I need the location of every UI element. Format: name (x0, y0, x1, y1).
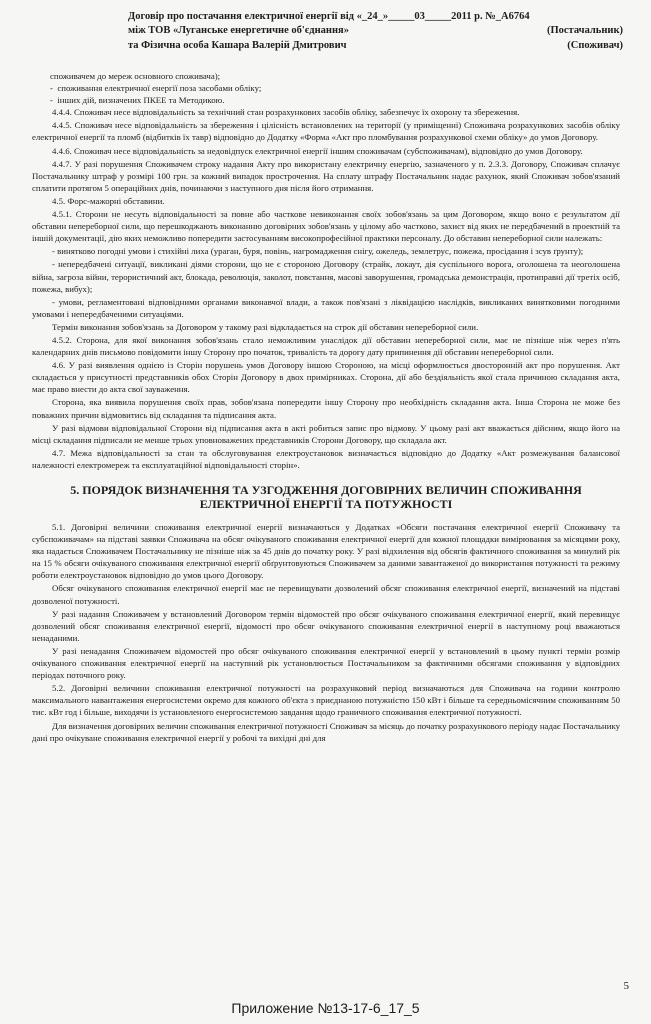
appendix-note: Приложение №13-17-6_17_5 (231, 1000, 420, 1016)
intro-line: споживачем до мереж основного споживача); (50, 71, 221, 81)
force-majeure-item: - винятково погодні умови і стихійні лиха (ураган, буря, повінь, нагромадження снігу, ожеледь, землетрус, пожежа, просідання і зсув ґрунту); (52, 246, 584, 257)
clause-4-4-4: 4.4.4. Споживач несе відповідальність за технічний стан розрахункових засобів обліку, забезпечує їх охорону та збереження. (52, 107, 520, 118)
contract-header (0, 0, 651, 64)
clause-5-1-para: Обсяг очікуваного споживання електричної енергії має не перевищувати дозволений обсяг споживання електричної енергії, визначений на підставі дозволеної потужності. (32, 583, 620, 606)
clause-5-1: 5.1. Договірні величини споживання електричної енергії визначаються у Додатках «Обсяги постачання електричної енергії Споживачу та субспоживачам» на підставі заявки Споживача на обсяг очікуваного споживання електричної енергії для кожної площадки вимірювання за місяцями року, яка надається Споживачем Постачальнику не пізніше ніж за 45 днів до початку року. У разі відхилення від обсягів фактичного споживання за минулий рік на 15 % обсяги очікуваного споживання електричної енергії обґрунтовуються Споживачем за даними завантаженої до використання потужності та режиму роботи електроустановок відповідно до умов цього Договору. (32, 522, 620, 581)
clause-4-4-6: 4.4.6. Споживач несе відповідальність за недовідпуск електричної енергії іншим споживачам (субспоживачам), відповідно до умов Договору. (52, 145, 583, 156)
clause-4-7: 4.7. Межа відповідальності за стан та обслуговування електроустановок визначається відповідно до Додатку «Акт розмежування балансової належності електромереж та експлуатаційної відповідальності сторін». (32, 447, 620, 470)
clause-4-5-2: 4.5.2. Сторона, для якої виконання зобов'язань стало неможливим унаслідок дії обставин непереборної сили, має не пізніше ніж через п'ять календарних днів письмово повідомити іншу Сторону про початок, тривалість та дорогу дату припинення дії обставин непереборної сили. (32, 334, 620, 358)
list-item-text: інших дій, визначених ПКЕЕ та Методикою. (57, 95, 225, 106)
clause-4-6: 4.6. У разі виявлення однією із Сторін порушень умов Договору іншою Стороною, на місці оформлюється двосторонній акт про порушення. Акт складається у присутності представників обох Сторін Договору в двох примірниках. Сторона, дії або бездіяльність якої стала причиною складання акта, має право внести до акта свої зауваження. (32, 360, 620, 395)
list-item-text: споживання електричної енергії поза засобами обліку; (57, 83, 262, 94)
list-item: - споживання електричної енергії поза засобами обліку; (50, 83, 262, 94)
list-item: - інших дій, визначених ПКЕЕ та Методикою. (50, 95, 225, 106)
clause-5-1-para: У разі ненадання Споживачем відомостей про обсяг очікуваного споживання електричної енергії у встановлений в цьому пункті термін розмір очікуваного споживання електричної енергії на наступний рік установлюється Постачальником за фактичними обсягами споживання у відповідних періодах поточного року. (32, 645, 620, 681)
force-majeure-item: - умови, регламентовані відповідними органами виконавчої влади, а також пов'язані з ліквідацією наслідків, викликаних винятковими погодними умовами і непередбаченими ситуаціями. (32, 296, 620, 319)
contract-body (32, 70, 620, 745)
supplier-line: між ТОВ «Луганське енергетичне об'єднання» (128, 25, 349, 36)
clause-4-5-1: 4.5.1. Сторони не несуть відповідальності за повне або часткове невиконання своїх зобов'язань за цим Договором, якщо воно є результатом дії обставин непереборної сили, що перешкоджають виконанню договірних зобов'язань у цілому або частково, захист від яких не передбачений в проектній та іншій документації, дію яких неможливо попередити застосуванням високопрофесійної практики персоналу. До обставин непереборної сили належать: (32, 209, 620, 244)
force-majeure-item: - непередбачені ситуації, викликані діями сторони, що не є стороною Договору (страйк, локаут, дія суспільного ворога, оголошена та неоголошена війна, загроза війни, терористичний акт, блокада, революція, заколот, повстання, масові заворушення, громадська демонстрація, протиправні дії третіх осіб, пожежа, вибух); (32, 259, 620, 294)
force-majeure-term: Термін виконання зобов'язань за Договором у такому разі відкладається на строк дії обставин непереборної сили. (52, 321, 479, 332)
clause-5-2-para: Для визначення договірних величин споживання електричної потужності Споживач за місяць до початку розрахункового періоду надає Постачальнику дані про очікуване споживання електричної енергії у робочі та вихідні дні для (32, 720, 620, 743)
clause-4-6-para: У разі відмови відповідальної Сторони від підписання акта в акті робиться запис про відмову. У цьому разі акт вважається дійсним, якщо його на місці складання підписали не менше трьох уповноважених представників Сторони Договору, що складала акт. (32, 422, 620, 445)
section-5-title: 5. ПОРЯДОК ВИЗНАЧЕННЯ ТА УЗГОДЖЕННЯ ДОГОВІРНИХ ВЕЛИЧИН СПОЖИВАННЯ ЕЛЕКТРИЧНОЇ ЕНЕРГІЇ ТА ПОТУЖНОСТІ (70, 483, 582, 511)
clause-5-1-para: У разі надання Споживачем у встановлений Договором термін відомостей про обсяг очікуваного споживання електричної енергії, який перевищує дозволений обсяг споживання електричної енергії, відомості про обсяг очікуваного споживання електричної енергії в наступному році вважаються ненаданими. (32, 608, 620, 643)
clause-4-4-7: 4.4.7. У разі порушення Споживачем строку надання Акту про використану електричну енергію, зазначеного у п. 2.3.3. Договору, Споживач сплачує Постачальнику штраф у розмірі 100 грн. за кожний випадок прострочення. На сплату штрафу Постачальник надає рахунок, який Споживач зобов'язаний сплатити протягом 5 операційних днів, починаючи з наступного дня після його отримання. (32, 158, 620, 193)
contract-title: Договір про постачання електричної енергії від «_24_»_____03_____2011 р. №_А6764 (128, 11, 530, 22)
supplier-role: (Постачальник) (546, 25, 623, 36)
clause-5-2: 5.2. Договірні величини споживання електричної потужності на розрахунковий період визначаються для Споживача на години контролю максимального навантаження енергосистеми окремо для кожного об'єкта з приєднаною потужністю 150 кВт і більше та середньомісячним споживанням 50 тис. кВт год і більше, виходячи із установленого енергосистемою завдання щодо граничного споживання електричної потужності. (32, 683, 620, 718)
clause-4-4-5: 4.4.5. Споживач несе відповідальність за збереження і цілісність встановлених на території (у приміщенні) Споживача розрахункових засобів обліку електричної енергії та пломб (відбитків їх тавр) відповідно до Додатку «Форма «Акт про пломбування розрахункової схеми обліку» до умов Договору. (32, 120, 620, 143)
consumer-line: та Фізична особа Кашара Валерій Дмитрович (128, 40, 347, 51)
page-number: 5 (623, 980, 629, 992)
consumer-role: (Споживач) (567, 40, 623, 51)
clause-4-5: 4.5. Форс-мажорні обставини. (52, 195, 165, 206)
clause-4-6-para: Сторона, яка виявила порушення своїх прав, зобов'язана попередити іншу Сторону про необхідність складання акта. Інша Сторона не може без поважних причин відмовитись від складання та підписання акта. (32, 397, 620, 420)
